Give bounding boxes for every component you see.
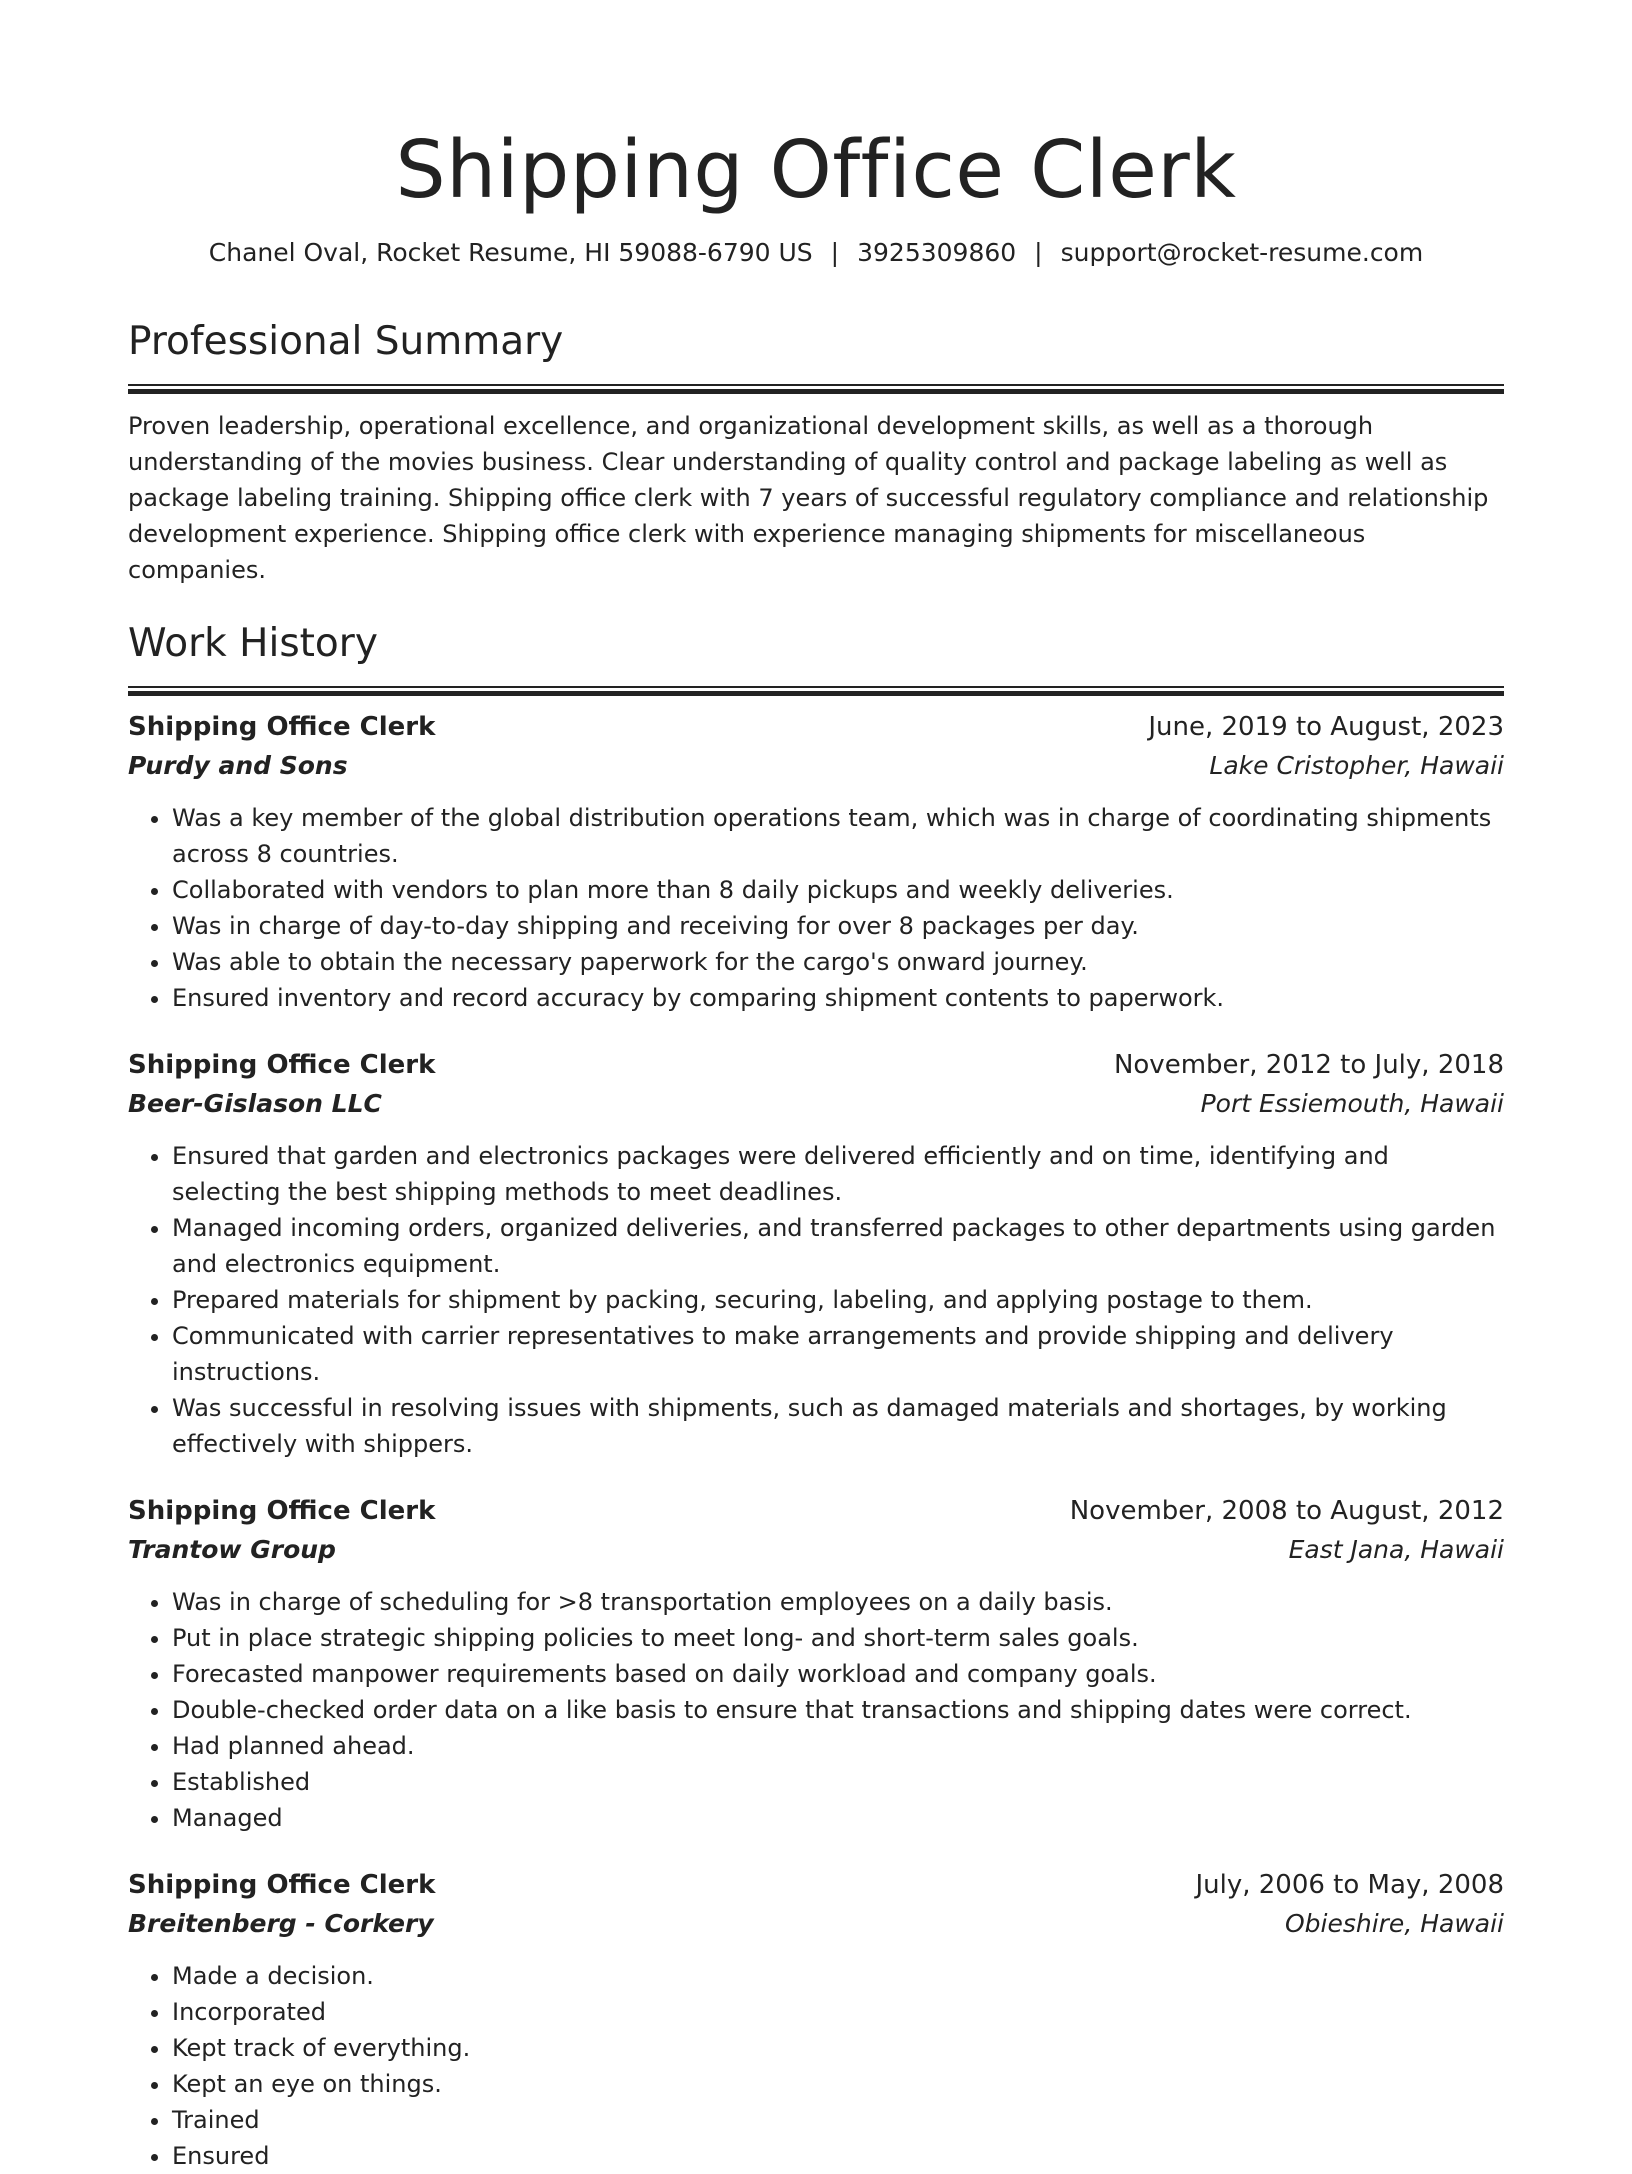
job-bullet: • Ensured that garden and electronics packages were delivered efficiently and on time, identifying and selecting the best shipping methods to meet deadlines. — [172, 1138, 1504, 1210]
job-dates: November, 2012 to July, 2018 — [1113, 1050, 1504, 1080]
section-heading-summary: Professional Summary — [128, 319, 564, 364]
job-bullet: • Forecasted manpower requirements based on daily workload and company goals. — [172, 1656, 1504, 1692]
job-bullet: • Was successful in resolving issues with shipments, such as damaged materials and shortages, by working effectively with shippers. — [172, 1390, 1504, 1462]
contact-email: support@rocket-resume.com — [1060, 238, 1424, 267]
job-bullet: • Was in charge of scheduling for >8 transportation employees on a daily basis. — [172, 1584, 1504, 1620]
job-bullet: • Made a decision. — [172, 1958, 1504, 1994]
job-location: East Jana, Hawaii — [1288, 1535, 1504, 1564]
job-title: Shipping Office Clerk — [128, 1050, 436, 1080]
job-company-row — [128, 1084, 1504, 1124]
job-bullet: • Prepared materials for shipment by packing, securing, labeling, and applying postage to them. — [172, 1282, 1504, 1318]
contact-address: Chanel Oval, Rocket Resume, HI 59088-6790 US — [208, 238, 813, 267]
job-location: Port Essiemouth, Hawaii — [1200, 1089, 1504, 1118]
job-list — [128, 708, 1504, 2174]
job-header-row — [128, 1492, 1504, 1530]
work-history-section — [128, 620, 1504, 2174]
job-bullet: • Ensured — [172, 2138, 1504, 2174]
summary-text: Proven leadership, operational excellence, and organizational development skills, as well as a thorough understanding of the movies business. Clear understanding of quality control and package labeling as well as package labeling training. Shipping office clerk with 7 years of successful regulatory compliance and relationship development experience. Shipping office clerk with experience managing shipments for miscellaneous companies. — [128, 412, 1489, 584]
job-bullet-list — [128, 800, 1504, 1016]
job-header-row — [128, 708, 1504, 746]
job-company: Trantow Group — [128, 1535, 336, 1564]
contact-line — [128, 236, 1504, 270]
job-bullet: • Established — [172, 1764, 1504, 1800]
job-bullet: • Communicated with carrier representatives to make arrangements and provide shipping and delivery instructions. — [172, 1318, 1504, 1390]
job-dates: November, 2008 to August, 2012 — [1069, 1496, 1504, 1526]
contact-phone: 3925309860 — [857, 238, 1017, 267]
contact-separator: | — [830, 238, 840, 267]
job-location: Obieshire, Hawaii — [1284, 1909, 1504, 1938]
job-dates: July, 2006 to May, 2008 — [1195, 1870, 1504, 1900]
job-dates: June, 2019 to August, 2023 — [1148, 712, 1504, 742]
job-bullet: • Was able to obtain the necessary paperwork for the cargo's onward journey. — [172, 944, 1504, 980]
job-bullet-list — [128, 1958, 1504, 2174]
job-bullet: • Kept track of everything. — [172, 2030, 1504, 2066]
job-title: Shipping Office Clerk — [128, 1870, 436, 1900]
job-entry — [128, 1492, 1504, 1836]
job-bullet: • Had planned ahead. — [172, 1728, 1504, 1764]
job-bullet: • Put in place strategic shipping policies to meet long- and short-term sales goals. — [172, 1620, 1504, 1656]
job-header-row — [128, 1866, 1504, 1904]
job-bullet-list — [128, 1138, 1504, 1462]
professional-summary-section — [128, 318, 1504, 588]
job-company: Beer-Gislason LLC — [128, 1089, 382, 1118]
job-title: Shipping Office Clerk — [128, 1496, 436, 1526]
job-header-row — [128, 1046, 1504, 1084]
section-divider — [128, 384, 1504, 394]
job-entry — [128, 1866, 1504, 2174]
job-company-row — [128, 1530, 1504, 1570]
job-company: Breitenberg - Corkery — [128, 1909, 434, 1938]
job-bullet-list — [128, 1584, 1504, 1836]
job-bullet: • Managed — [172, 1800, 1504, 1836]
job-location: Lake Cristopher, Hawaii — [1209, 751, 1504, 780]
job-bullet: • Was in charge of day-to-day shipping and receiving for over 8 packages per day. — [172, 908, 1504, 944]
section-divider — [128, 686, 1504, 696]
job-bullet: • Ensured inventory and record accuracy by comparing shipment contents to paperwork. — [172, 980, 1504, 1016]
job-bullet: • Collaborated with vendors to plan more than 8 daily pickups and weekly deliveries. — [172, 872, 1504, 908]
contact-separator: | — [1034, 238, 1043, 267]
job-bullet: • Managed incoming orders, organized deliveries, and transferred packages to other departments using garden and electronics equipment. — [172, 1210, 1504, 1282]
section-heading-work: Work History — [128, 621, 378, 666]
job-bullet: • Kept an eye on things. — [172, 2066, 1504, 2102]
job-bullet: • Was a key member of the global distribution operations team, which was in charge of coordinating shipments across 8 countries. — [172, 800, 1504, 872]
job-bullet: • Trained — [172, 2102, 1504, 2138]
job-company-row — [128, 1904, 1504, 1944]
job-entry — [128, 708, 1504, 1016]
job-company-row — [128, 746, 1504, 786]
job-company: Purdy and Sons — [128, 751, 348, 780]
job-bullet: • Double-checked order data on a like basis to ensure that transactions and shipping dates were correct. — [172, 1692, 1504, 1728]
job-title: Shipping Office Clerk — [128, 712, 436, 742]
job-entry — [128, 1046, 1504, 1462]
job-bullet: • Incorporated — [172, 1994, 1504, 2030]
page-title: Shipping Office Clerk — [395, 124, 1237, 216]
